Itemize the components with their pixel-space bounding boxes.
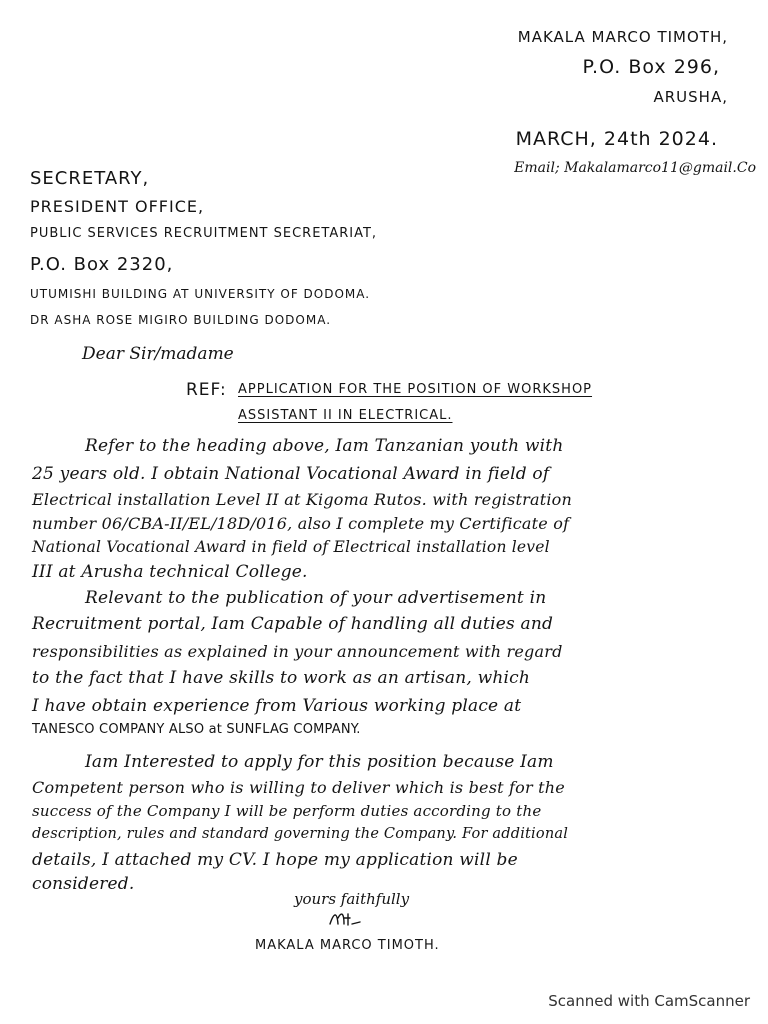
body-p2-line-6: TANESCO COMPANY ALSO at SUNFLAG COMPANY. — [32, 722, 361, 737]
body-p2-line-4: to the fact that I have skills to work as an artisan, which — [32, 668, 530, 688]
body-p1-line-2: 25 years old. I obtain National Vocational Award in field of — [32, 464, 550, 484]
body-p1-line-1: Refer to the heading above, Iam Tanzanian youth with — [85, 436, 564, 456]
body-p3-line-1: Iam Interested to apply for this position because Iam — [85, 752, 554, 772]
signature-mark — [328, 910, 362, 928]
body-p1-line-5: National Vocational Award in field of Electrical installation level — [32, 538, 550, 556]
body-p2-line-1: Relevant to the publication of your advertisement in — [85, 588, 547, 608]
body-p3-line-4: description, rules and standard governing the Company. For additional — [32, 826, 569, 842]
body-p1-line-4: number 06/CBA-II/EL/18D/016, also I complete my Certificate of — [32, 514, 570, 533]
sender-box: P.O. Box 296, — [582, 56, 720, 78]
recipient-line-2: PRESIDENT OFFICE, — [30, 197, 205, 216]
sender-name: MAKALA MARCO TIMOTH, — [517, 28, 728, 46]
recipient-line-6: DR ASHA ROSE MIGIRO BUILDING DODOMA. — [30, 313, 332, 327]
salutation: Dear Sir/madame — [82, 344, 234, 364]
sender-city: ARUSHA, — [653, 88, 728, 106]
ref-line-1: APPLICATION FOR THE POSITION OF WORKSHOP — [238, 382, 593, 397]
body-p3-line-6: considered. — [32, 874, 135, 894]
signatory-name: MAKALA MARCO TIMOTH. — [255, 938, 440, 953]
letter-date: MARCH, 24th 2024. — [515, 128, 718, 150]
recipient-line-4: P.O. Box 2320, — [30, 254, 174, 275]
body-p2-line-5: I have obtain experience from Various working place at — [32, 696, 522, 716]
body-p3-line-5: details, I attached my CV. I hope my application will be — [32, 850, 518, 870]
body-p2-line-2: Recruitment portal, Iam Capable of handling all duties and — [32, 614, 554, 634]
recipient-line-5: UTUMISHI BUILDING AT UNIVERSITY OF DODOMA. — [30, 287, 371, 301]
scanner-watermark: Scanned with CamScanner — [548, 992, 750, 1010]
body-p3-line-2: Competent person who is willing to deliver which is best for the — [32, 778, 565, 797]
body-p1-line-6: III at Arusha technical College. — [32, 562, 308, 582]
valediction: yours faithfully — [294, 890, 410, 908]
body-p1-line-3: Electrical installation Level II at Kigoma Rutos. with registration — [32, 490, 573, 509]
body-p2-line-3: responsibilities as explained in your announcement with regard — [32, 642, 563, 661]
ref-line-2: ASSISTANT II IN ELECTRICAL. — [238, 408, 453, 423]
recipient-line-3: PUBLIC SERVICES RECRUITMENT SECRETARIAT, — [30, 226, 378, 241]
sender-email: Email; Makalamarco11@gmail.Co — [514, 160, 756, 176]
ref-label: REF: — [186, 380, 227, 400]
body-p3-line-3: success of the Company I will be perform duties according to the — [32, 802, 542, 820]
recipient-line-1: SECRETARY, — [30, 168, 150, 189]
